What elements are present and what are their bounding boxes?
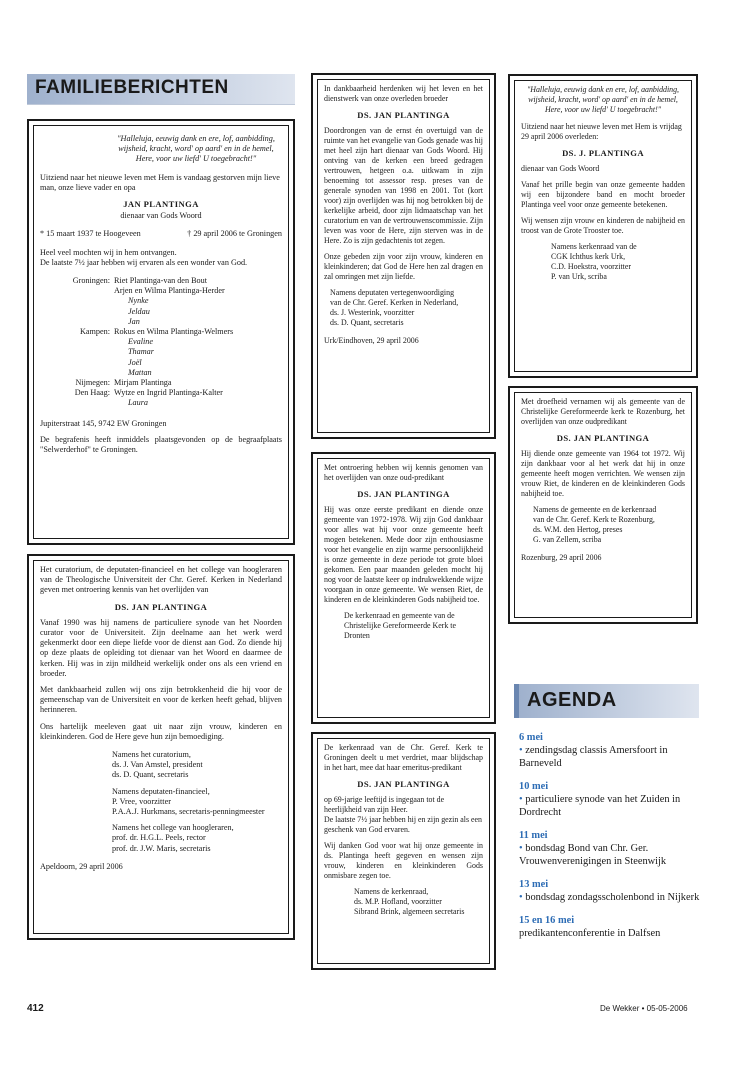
signature-line: van de Chr. Geref. Kerken in Nederland, [330, 298, 459, 307]
paragraph: Met dankbaarheid zullen wij ons zijn betrokkenheid die hij voor de gemeenschap van de Universiteit en voor de kerken heeft gehad, blijven herinneren. [40, 685, 282, 715]
paragraph: Wij danken God voor wat hij onze gemeente in ds. Plantinga heeft gegeven en wensen zijn vrouw, kinderen en kleinkinderen Gods onmisbare zegen toe. [324, 841, 483, 880]
agenda-event [519, 891, 704, 904]
agenda-date: 10 mei [519, 781, 549, 792]
signature-line: De kerkenraad en gemeente van de [344, 611, 455, 620]
agenda-event [519, 927, 704, 940]
note-line-2: De laatste 7½ jaar hebben wij ervaren als een wonder van God. [40, 257, 248, 267]
section-title: FAMILIEBERICHTEN [35, 77, 229, 98]
deceased-name: DS. JAN PLANTINGA [357, 110, 450, 120]
signature-line: ds. D. Quant, secretaris [330, 318, 404, 327]
bullet-icon: • [519, 843, 526, 854]
signature-line: CGK Ichthus kerk Urk, [551, 252, 626, 261]
agenda-event [519, 842, 704, 868]
agenda-date: 13 mei [519, 879, 549, 890]
signature-line: Namens de kerkenraad, [354, 887, 429, 896]
signature-line: G. van Zellem, scriba [533, 535, 602, 544]
signature-line: Namens het curatorium, [112, 750, 191, 760]
family-city: Kampen: [79, 327, 110, 337]
family-city: Nijmegen: [75, 378, 110, 388]
agenda-event-text: predikantenconferentie in Dalfsen [519, 928, 661, 939]
page-number: 412 [27, 1003, 44, 1014]
bullet-icon: • [519, 745, 526, 756]
signature-line: ds. W.M. den Hertog, preses [533, 525, 623, 534]
deceased-role: dienaar van Gods Woord [120, 211, 202, 221]
agenda-event-text: bondsdag zondagsscholenbond in Nijkerk [525, 892, 700, 903]
notice-intro: Uitziend naar het nieuwe leven met Hem is vandaag gestorven mijn lieve man, onze lieve vader en opa [40, 172, 280, 192]
family-names: Riet Plantinga-van den Bout [114, 276, 208, 286]
signature-line: prof. dr. J.W. Maris, secretaris [112, 843, 211, 853]
paragraph: op 69-jarige leeftijd is ingegaan tot de heerlijkheid van zijn Heer. [324, 795, 445, 814]
curatorium-notice [27, 554, 295, 940]
hymn-quote: "Halleluja, eeuwig dank en ere, lof, aanbidding, wijsheid, kracht, word' op aard' en in de hemel, Here, voor uw liefd' U toegebracht!" [526, 85, 680, 114]
grandchild-name: Mattan [128, 367, 152, 377]
agenda-list [519, 731, 704, 940]
grandchild-name: Jan [128, 316, 140, 326]
grandchild-name: Joël [128, 357, 142, 367]
family-names: Arjen en Wilma Plantinga-Herder [114, 286, 225, 296]
grandchild-name: Thamar [128, 347, 154, 357]
grandchild-name: Nynke [128, 296, 149, 306]
family-names: Wytze en Ingrid Plantinga-Kalter [114, 388, 223, 398]
deceased-name: DS. JAN PLANTINGA [556, 433, 650, 443]
paragraph: Wij wensen zijn vrouw en kinderen de nabijheid en troost van de Grote Trooster toe. [521, 216, 685, 235]
signature-line: Namens deputaten-financieel, [112, 786, 210, 796]
agenda-event-text: zendingsdag classis Amersfoort in Barneveld [519, 745, 668, 769]
deceased-name: DS. JAN PLANTINGA [114, 601, 208, 612]
groningen-notice [311, 732, 496, 970]
paragraph: Onze gebeden zijn voor zijn vrouw, kinderen en kleinkinderen; dat God de Here hen zal dragen en zal omringen met zijn liefde. [324, 252, 483, 281]
notice-intro: De kerkenraad van de Chr. Geref. Kerk te Groningen deelt u met verdriet, maar blijdschap in het hart, mee dat haar emeritus-predikant [324, 743, 483, 772]
agenda-event [519, 793, 704, 819]
signature-line: ds. J. Westerink, voorzitter [330, 308, 415, 317]
signature-line: Namens het college van hoogleraren, [112, 823, 234, 833]
place-date: Rozenburg, 29 april 2006 [521, 553, 602, 562]
bullet-icon: • [519, 892, 526, 903]
address: Jupiterstraat 145, 9742 EW Groningen [40, 418, 167, 428]
signature-line: P. Vree, voorzitter [112, 796, 171, 806]
grandchild-name: Jeldau [128, 306, 150, 316]
bullet-icon: • [519, 794, 526, 805]
family-city: Groningen: [72, 276, 110, 286]
agenda-event-text: particuliere synode van het Zuiden in Dordrecht [519, 794, 681, 818]
signature-line: Namens de gemeente en de kerkenraad [533, 505, 657, 514]
signature-line: prof. dr. H.G.L. Peels, rector [112, 833, 206, 843]
rozenburg-notice [508, 386, 698, 624]
section-title-bar [27, 74, 295, 105]
family-notice [27, 119, 295, 545]
paragraph: Ons hartelijk meeleven gaat uit naar zijn vrouw, kinderen en kleinkinderen. God de Here geve hun zijn bemoediging. [40, 721, 282, 741]
signature-line: ds. M.P. Hofland, voorzitter [354, 897, 442, 906]
notice-intro: In dankbaarheid herdenken wij het leven en het dienstwerk van onze overleden broeder [324, 84, 483, 103]
family-list [40, 276, 282, 409]
grandchild-name: Evaline [128, 337, 154, 347]
paragraph: Hij was onze eerste predikant en diende onze gemeente van 1972-1978. Wij zijn God dankbaar voor alles wat hij voor onze gemeente heeft mogen betekenen. Mede door zijn enthousiasme voor het evangelie en zijn warme persoonlijkheid is onze gemeente in deze periode tot grote bloei gekomen. Een paar maanden geleden mocht hij nog voor de laatste keer op indrukwekkende wijze voorgaan in onze gemeente. We wensen Riet, de kinderen en de kleinkinderen Gods nabijheid toe. [324, 505, 483, 604]
publication-info: De Wekker • 05-05-2006 [600, 1004, 688, 1013]
family-names: Rokus en Wilma Plantinga-Welmers [114, 327, 234, 337]
agenda-event-text: bondsdag Bond van Chr. Ger. Vrouwenverenigingen in Steenwijk [519, 843, 667, 867]
birth-date: * 15 maart 1937 te Hoogeveen [40, 229, 141, 239]
notice-intro: Het curatorium, de deputaten-financieel en het college van hoogleraren van de Theologische Universiteit der Chr. Geref. Kerken in Nederland geven met ontroering kennis van het overlijden van [40, 565, 282, 595]
burial-note: De begrafenis heeft inmiddels plaatsgevonden op de begraafplaats "Selwerderhof" te Groningen. [40, 434, 282, 455]
signature-line: C.D. Hoekstra, voorzitter [551, 262, 631, 271]
paragraph: Vanaf het prille begin van onze gemeente hadden wij een bijzondere band en mocht broeder Plantinga veel voor onze gemeente betekenen. [521, 180, 685, 209]
note-line-1: Heel veel mochten wij in hem ontvangen. [40, 247, 177, 257]
deceased-role: dienaar van Gods Woord [521, 164, 600, 173]
signature-line: P.A.A.J. Hurkmans, secretaris-penningmeester [112, 807, 265, 817]
family-city: Den Haag: [74, 388, 110, 398]
place-date: Apeldoorn, 29 april 2006 [40, 861, 123, 871]
agenda-date: 11 mei [519, 830, 548, 841]
agenda-date: 15 en 16 mei [519, 915, 575, 926]
grandchild-name: Laura [128, 398, 149, 408]
signature-line: P. van Urk, scriba [551, 272, 607, 281]
agenda-date: 6 mei [519, 732, 543, 743]
signature-line: Dronten [344, 631, 370, 640]
signature-line: Namens kerkenraad van de [551, 242, 637, 251]
paragraph: Doordrongen van de ernst én overtuigd van de ruimte van het evangelie van Gods genade was hij met heel zijn hart dienaar van Gods Woord. Hij ontving van de kerken een breed gedragen vertrouwen, hetgeen o.a. uitkwam in zijn benoeming tot assessor resp. preses van de generale synoden van 1998 en 2001. Tot (kort voor) zijn overlijden was hij nog betrokken bij de kerkelijke arbeid, door zijn lidmaatschap van het curatorium en van de vertrouwenscommissie. Zijn leven was voor de Here, zijn sterven was in de Here. Zo is zijn gedachtenis tot zegen. [324, 126, 483, 245]
dronten-notice [311, 452, 496, 724]
place-date: Urk/Eindhoven, 29 april 2006 [324, 336, 419, 345]
signature-line: Christelijke Gereformeerde Kerk te [344, 621, 456, 630]
family-names: Mirjam Plantinga [114, 378, 172, 388]
hymn-quote: "Halleluja, eeuwig dank en ere, lof, aanbidding, wijsheid, kracht, word' op aard' en in de hemel, Here, voor uw liefd' U toegebracht!" [117, 134, 275, 164]
death-date: † 29 april 2006 te Groningen [187, 229, 282, 239]
agenda-title: AGENDA [527, 689, 617, 711]
agenda-event [519, 744, 704, 770]
signature-line: Namens deputaten vertegenwoordiging [330, 288, 455, 297]
notice-intro: Met droefheid vernamen wij als gemeente van de Christelijke Gereformeerde kerk te Rozenburg, het overlijden van onze oudpredikant [521, 397, 685, 426]
deceased-name: DS. JAN PLANTINGA [357, 779, 450, 789]
deceased-name: JAN PLANTINGA [123, 199, 199, 210]
notice-intro: Uitziend naar het nieuwe leven met Hem is vrijdag 29 april 2006 overleden: [521, 122, 682, 141]
deputaten-notice [311, 73, 496, 439]
paragraph: De laatste 7½ jaar hebben hij en zijn gezin als een geschenk van God ervaren. [324, 815, 482, 834]
notice-intro: Met ontroering hebben wij kennis genomen van het overlijden van onze oud-predikant [324, 463, 483, 482]
paragraph: Hij diende onze gemeente van 1964 tot 1972. Wij zijn dankbaar voor al het werk dat hij in onze gemeente heeft mogen verrichten. We wensen zijn vrouw Riet, de kinderen en de kleinkinderen Gods nabijheid toe. [521, 449, 685, 498]
signature-line: ds. J. Van Amstel, president [112, 760, 203, 770]
signature-line: ds. D. Quant, secretaris [112, 770, 189, 780]
urk-notice [508, 74, 698, 378]
deceased-name: DS. J. PLANTINGA [562, 148, 644, 158]
signature-line: van de Chr. Geref. Kerk te Rozenburg, [533, 515, 655, 524]
family-city [40, 286, 110, 296]
agenda-title-bar [514, 684, 699, 718]
signature-line: Sibrand Brink, algemeen secretaris [354, 907, 465, 916]
paragraph: Vanaf 1990 was hij namens de particuliere synode van het Noorden curator voor de Universiteit. Zijn deelname aan het werk werd gekenmerkt door een diepe liefde voor de dienst aan God. Zo diende hij op deze plaats de opleiding tot dienaar van het Woord en daarmee de kerken. Hij was in zijn mildheid werkelijk onder ons als een vriend en broeder. [40, 617, 282, 678]
deceased-name: DS. JAN PLANTINGA [357, 489, 450, 499]
